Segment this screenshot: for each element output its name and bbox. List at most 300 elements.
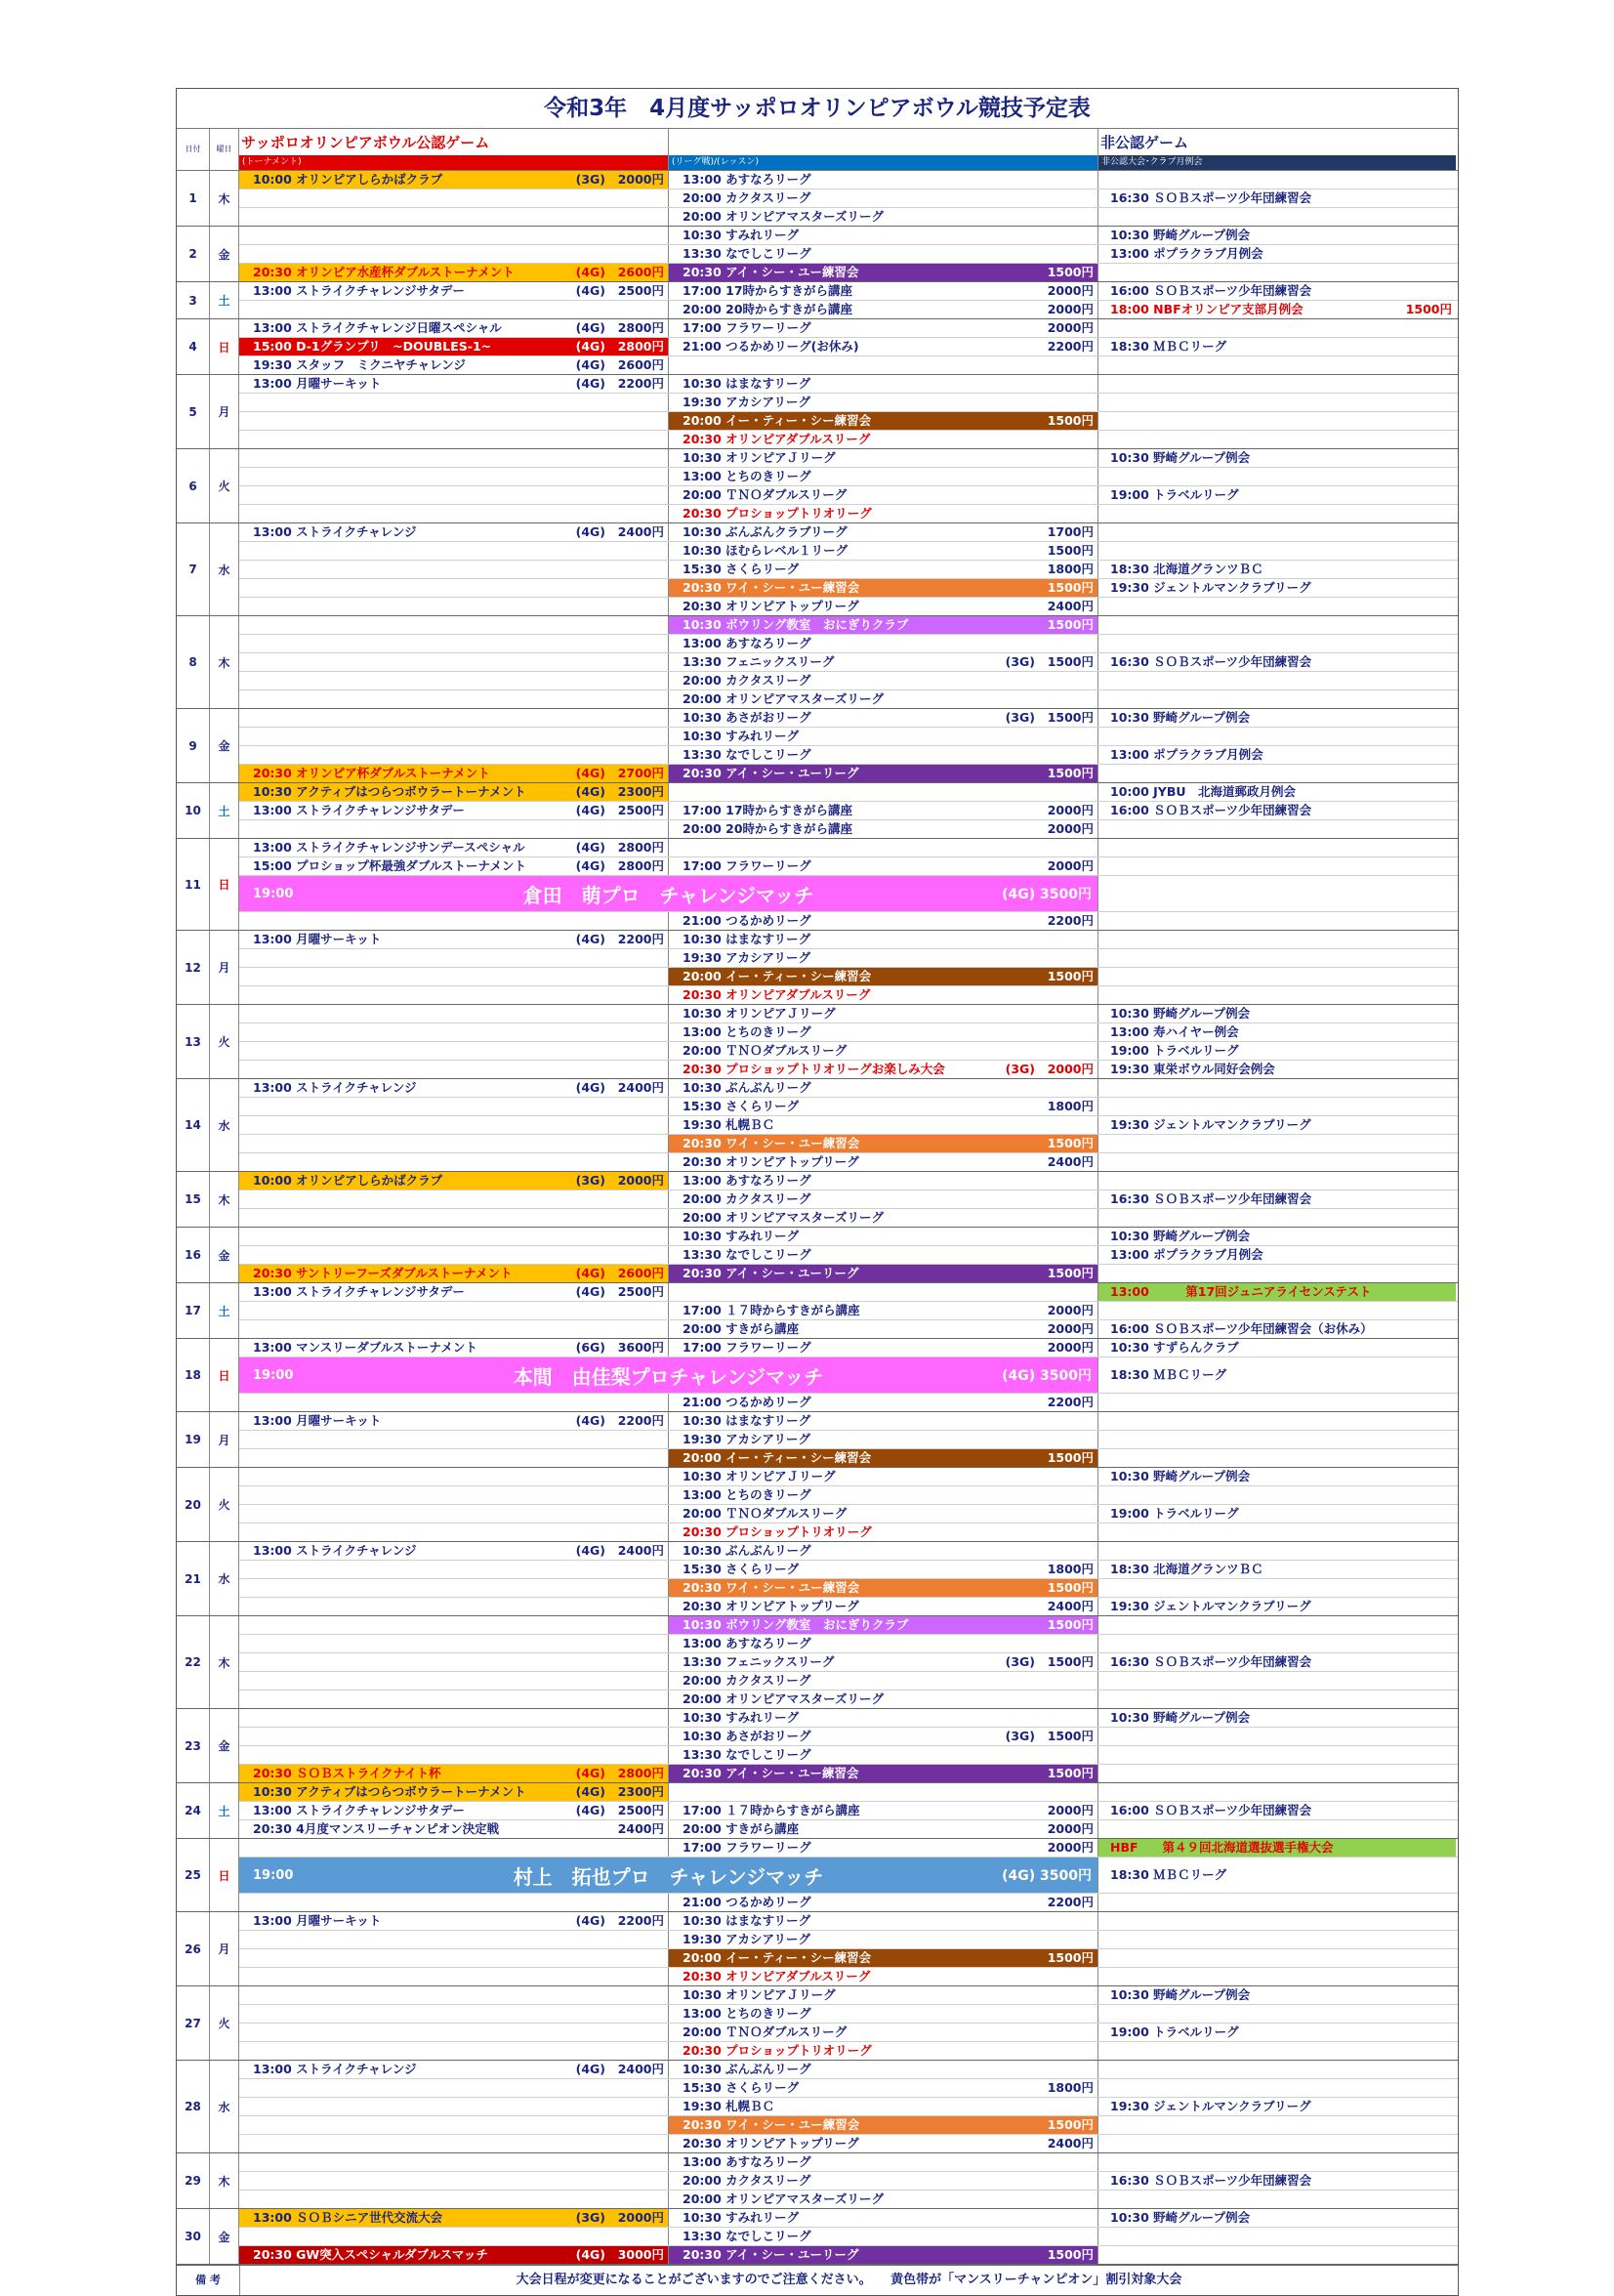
league-cell: [669, 523, 1098, 541]
non-certified-cell: [1098, 338, 1456, 355]
non-certified-cell: [1098, 2024, 1456, 2041]
event-price: 1800円: [1047, 1562, 1094, 1576]
non-certified-cell: [1098, 986, 1456, 1004]
game-count: (4G): [575, 1543, 605, 1558]
non-certified-cell: [1098, 1505, 1456, 1523]
event-name: 10:30 野崎グループ例会: [1110, 1229, 1251, 1243]
non-certified-cell: [1098, 1635, 1456, 1652]
tournament-cell: [239, 2246, 669, 2264]
non-certified-cell: [1098, 931, 1456, 948]
day-number: 27: [177, 1986, 210, 2060]
slot-row: [239, 1783, 1458, 1802]
event-name: 13:00 ポプラクラブ月例会: [1110, 747, 1263, 762]
slot-row: [239, 635, 1458, 653]
league-cell: [669, 1746, 1098, 1764]
event-price: 2400円: [617, 1821, 664, 1836]
non-certified-cell: [1098, 1542, 1456, 1560]
slot-row: [239, 282, 1458, 301]
tournament-cell: [239, 672, 669, 689]
slot-row: [239, 986, 1458, 1004]
tournament-cell: [239, 282, 669, 300]
non-certified-cell: [1098, 449, 1456, 467]
non-certified-cell: [1098, 1579, 1456, 1597]
day-row: [177, 227, 1458, 282]
tournament-cell: [239, 338, 669, 355]
day-row: [177, 1412, 1458, 1468]
league-cell: [669, 2061, 1098, 2078]
slot-row: [239, 1209, 1458, 1227]
event-name: 20:30 アイ・シー・ユーリーグ: [683, 1266, 859, 1280]
tournament-cell: [239, 319, 669, 337]
tournament-cell: [239, 1616, 669, 1634]
slot-row: [239, 264, 1458, 281]
event-price: 2500円: [617, 803, 664, 817]
event-price: 1500円: [1047, 413, 1094, 428]
game-count: (4G): [575, 1266, 605, 1280]
non-certified-cell: [1098, 2246, 1456, 2264]
match-title: 本間 由佳梨プロチャレンジマッチ: [513, 1364, 824, 1389]
day-row: [177, 1005, 1458, 1079]
tournament-cell: [239, 746, 669, 764]
event-name: 20:00 イー・ティー・シー練習会: [683, 969, 872, 983]
event-name: 20:30 アイ・シー・ユー練習会: [683, 1766, 859, 1780]
weekday: 土: [210, 282, 239, 318]
tournament-cell: [239, 1598, 669, 1615]
match-time: 19:00: [253, 1367, 294, 1383]
non-certified-cell: [1098, 356, 1456, 374]
event-name: 20:00 ＴＮＯダブルスリーグ: [683, 1043, 848, 1058]
event-price: 2000円: [1047, 821, 1094, 836]
tournament-cell: [239, 561, 669, 578]
event-name: 13:00 あすなろリーグ: [683, 1173, 811, 1188]
league-cell: [669, 802, 1098, 819]
event-name: 20:00 オリンピアマスターズリーグ: [683, 2192, 885, 2206]
event-name: 10:30 あさがおリーグ: [683, 710, 811, 725]
event-name: 10:30 野崎グループ例会: [1110, 1987, 1251, 2002]
remarks-label: 備 考: [177, 2266, 240, 2295]
league-cell: [669, 598, 1098, 615]
slot-row: [239, 2116, 1458, 2135]
slot-row: [239, 1061, 1458, 1078]
event-price: 2800円: [617, 320, 664, 335]
non-certified-cell: [1098, 672, 1456, 689]
slot-row: [239, 1190, 1458, 1209]
event-name: 17:00 フラワーリーグ: [683, 320, 811, 335]
slot-row: [239, 1653, 1458, 1672]
event-price: 1500円: [1047, 710, 1094, 725]
event-name: 19:30 アカシアリーグ: [683, 395, 811, 409]
day-slots: [239, 1986, 1458, 2060]
league-cell: [669, 394, 1098, 411]
page-title: 令和3年 4月度サッポロオリンピアボウル競技予定表: [177, 89, 1458, 129]
non-certified-cell: [1098, 189, 1456, 207]
league-cell: [669, 1468, 1098, 1485]
event-name: 10:00 JYBU 北海道郵政月例会: [1110, 784, 1297, 799]
league-cell: [669, 561, 1098, 578]
day-slots: [239, 1709, 1458, 1782]
non-certified-cell: [1098, 968, 1456, 985]
non-certified-cell: [1098, 635, 1456, 652]
tournament-cell: [239, 449, 669, 467]
event-price: 1800円: [1047, 562, 1094, 576]
event-name: 20:00 オリンピアマスターズリーグ: [683, 209, 885, 224]
non-certified-cell: [1098, 1209, 1456, 1227]
league-label: (リーグ戦)/(レッスン): [669, 155, 1097, 170]
event-name: 19:30 東栄ボウル同好会例会: [1110, 1062, 1275, 1076]
league-cell: [669, 1524, 1098, 1541]
slot-row: [239, 1116, 1458, 1135]
tournament-cell: [239, 245, 669, 263]
tournament-cell: [239, 1524, 669, 1541]
event-name: 13:00 とちのきリーグ: [683, 1024, 811, 1039]
non-certified-column-header: [1098, 129, 1456, 170]
slot-row: [239, 1098, 1458, 1116]
slot-row: [239, 1616, 1458, 1635]
slot-row: [239, 709, 1458, 728]
slot-row: [239, 1394, 1458, 1411]
event-name: 20:00 20時からすきがら講座: [683, 302, 853, 316]
league-cell: [669, 1172, 1098, 1190]
event-price: 2000円: [1047, 1340, 1094, 1355]
slot-row: [239, 412, 1458, 431]
weekday: 日: [210, 319, 239, 374]
day-number: 23: [177, 1709, 210, 1782]
league-cell: [669, 931, 1098, 948]
tournament-cell: [239, 1728, 669, 1745]
day-slots: [239, 1172, 1458, 1227]
league-cell: [669, 2005, 1098, 2023]
non-certified-cell: [1098, 2079, 1456, 2097]
tournament-cell: [239, 1449, 669, 1467]
tournament-cell: [239, 1209, 669, 1227]
tournament-cell: [239, 486, 669, 504]
tournament-cell: [239, 1061, 669, 1078]
slot-row: [239, 375, 1458, 394]
slot-row: [239, 1894, 1458, 1911]
tournament-cell: [239, 1042, 669, 1060]
non-certified-cell: [1098, 1653, 1456, 1671]
event-price: 1700円: [1047, 524, 1094, 539]
day-row: [177, 2209, 1458, 2265]
slot-row: [239, 1320, 1458, 1338]
non-certified-cell: [1098, 1949, 1456, 1967]
challenge-match-banner: [239, 876, 1098, 911]
event-name: 13:00 あすなろリーグ: [683, 2154, 811, 2169]
non-certified-cell: [1098, 949, 1456, 967]
tournament-cell: [239, 1098, 669, 1115]
day-row: [177, 523, 1458, 616]
event-name: 10:30 アクティブはつらつボウラートーナメント: [253, 1784, 526, 1799]
non-certified-cell: [1098, 245, 1456, 263]
league-cell: [669, 2116, 1098, 2134]
tournament-cell: [239, 227, 669, 244]
event-price: 1800円: [1047, 1099, 1094, 1113]
event-name: 17:00 １７時からすきがら講座: [683, 1303, 860, 1317]
non-certified-cell: [1098, 505, 1456, 522]
event-name: 20:00 カクタスリーグ: [683, 1673, 811, 1688]
non-certified-cell: [1098, 227, 1456, 244]
day-row: [177, 1283, 1458, 1339]
slot-row: [239, 857, 1458, 876]
event-name: 20:30 アイ・シー・ユー練習会: [683, 265, 859, 279]
event-name: 20:30 4月度マンスリーチャンピオン決定戦: [253, 1821, 500, 1836]
event-name: 20:00 20時からすきがら講座: [683, 821, 853, 836]
slot-row: [239, 394, 1458, 412]
tournament-cell: [239, 1839, 669, 1857]
league-cell: [669, 1412, 1098, 1430]
event-price: 1500円: [1047, 1580, 1094, 1595]
event-price: 1500円: [1047, 2117, 1094, 2132]
non-certified-cell: [1098, 431, 1456, 448]
league-cell: [669, 1394, 1098, 1411]
slot-row: [239, 968, 1458, 986]
event-name: 18:30 ＭＢＣリーグ: [1110, 339, 1227, 354]
tournament-cell: [239, 783, 669, 801]
tournament-cell: [239, 171, 669, 188]
slot-row: [239, 1153, 1458, 1171]
tournament-cell: [239, 2079, 669, 2097]
event-name: 10:30 オリンピアＪリーグ: [683, 1469, 836, 1483]
non-certified-cell: [1098, 1042, 1456, 1060]
slot-row: [239, 1709, 1458, 1728]
event-name: 13:30 なでしこリーグ: [683, 2229, 811, 2243]
event-name: 13:00 ストライクチャレンジ: [253, 1543, 417, 1558]
weekday: 木: [210, 171, 239, 226]
tournament-cell: [239, 1949, 669, 1967]
event-name: 13:00 あすなろリーグ: [683, 172, 811, 187]
league-cell: [669, 1153, 1098, 1171]
event-name: 20:00 カクタスリーグ: [683, 2173, 811, 2188]
event-name: 10:30 はまなすリーグ: [683, 1413, 811, 1428]
event-price: 1500円: [1405, 302, 1452, 316]
event-name: 20:30 サントリーフーズダブルストーナメント: [253, 1266, 513, 1280]
tournament-cell: [239, 1931, 669, 1948]
tournament-cell: [239, 690, 669, 708]
tournament-cell: [239, 1172, 669, 1190]
slot-row: [239, 1135, 1458, 1153]
league-cell: [669, 1579, 1098, 1597]
non-certified-cell: [1098, 1265, 1456, 1282]
event-name: 13:00 ストライクチャレンジサタデー: [253, 1803, 465, 1817]
event-name: 20:30 ワイ・シー・ユー練習会: [683, 1136, 860, 1150]
non-certified-cell: [1098, 1153, 1456, 1171]
game-count: (4G): [575, 376, 605, 391]
weekday: 金: [210, 2209, 239, 2264]
event-name: 15:00 プロショップ杯最強ダブルストーナメント: [253, 858, 527, 873]
day-slots: [239, 2061, 1458, 2152]
non-certified-cell: [1098, 857, 1456, 875]
event-price: 2200円: [617, 1413, 664, 1428]
day-slots: [239, 1339, 1458, 1411]
table-header: [177, 129, 1458, 171]
league-cell: [669, 1616, 1098, 1634]
event-name: 20:00 すきがら講座: [683, 1321, 800, 1336]
event-name: 10:30 野崎グループ例会: [1110, 228, 1251, 242]
slot-row: [239, 1412, 1458, 1431]
league-cell: [669, 1542, 1098, 1560]
slot-row: [239, 1431, 1458, 1449]
event-name: 10:30 はまなすリーグ: [683, 932, 811, 946]
league-cell: [669, 783, 1098, 801]
slot-row: [239, 245, 1458, 264]
league-cell: [669, 1839, 1098, 1857]
event-name: 10:30 ボウリング教室 おにぎりクラブ: [683, 1617, 909, 1632]
tournament-cell: [239, 1894, 669, 1911]
event-name: 13:00 ポプラクラブ月例会: [1110, 1247, 1263, 1262]
tournament-cell: [239, 1542, 669, 1560]
slot-row: [239, 1265, 1458, 1282]
event-name: 20:30 オリンピアダブルスリーグ: [683, 987, 871, 1002]
non-certified-cell: [1098, 208, 1456, 226]
weekday: 土: [210, 1783, 239, 1838]
event-name: 16:30 ＳＯＢスポーツ少年団練習会: [1110, 654, 1312, 669]
day-slots: [239, 931, 1458, 1004]
non-certified-cell: [1098, 1858, 1456, 1893]
event-name: 16:30 ＳＯＢスポーツ少年団練習会: [1110, 1191, 1312, 1206]
day-slots: [239, 1542, 1458, 1615]
non-certified-cell: [1098, 1691, 1456, 1708]
event-price: 1500円: [1047, 766, 1094, 780]
non-certified-cell: [1098, 709, 1456, 727]
day-number: 11: [177, 839, 210, 930]
event-name: 15:30 さくらリーグ: [683, 2080, 800, 2095]
slot-row: [239, 1691, 1458, 1708]
event-name: 13:30 フェニックスリーグ: [683, 1654, 835, 1669]
weekday: 火: [210, 1986, 239, 2060]
slot-row: [239, 189, 1458, 208]
league-cell: [669, 468, 1098, 485]
non-certified-cell: [1098, 412, 1456, 430]
league-cell: [669, 1005, 1098, 1023]
event-name: 20:00 すきがら講座: [683, 1821, 800, 1836]
event-name: 13:00 ストライクチャレンジ: [253, 1080, 417, 1095]
event-name: 10:30 オリンピアＪリーグ: [683, 450, 836, 465]
slot-row: [239, 931, 1458, 949]
day-number: 7: [177, 523, 210, 615]
event-name: 20:30 オリンピアトップリーグ: [683, 1599, 859, 1613]
tournament-cell: [239, 2061, 669, 2078]
match-title: 村上 拓也プロ チャレンジマッチ: [513, 1864, 824, 1889]
non-certified-cell: [1098, 1672, 1456, 1690]
event-price: 2200円: [1047, 913, 1094, 928]
league-cell: [669, 1190, 1098, 1208]
non-certified-cell: [1098, 1783, 1456, 1801]
event-name: 20:30 プロショップトリオリーグ: [683, 506, 872, 521]
event-price: 2300円: [617, 1784, 664, 1799]
remarks-note: 大会日程が変更になることがございますのでご注意ください。 黄色帯が「マンスリーチャンピオン」割引対象大会: [516, 2273, 1182, 2287]
event-name: 20:30 ＳＯＢストライクナイト杯: [253, 1766, 441, 1780]
event-price: 2500円: [617, 283, 664, 298]
non-certified-cell: [1098, 839, 1456, 856]
tournament-cell: [239, 1986, 669, 2004]
day-number: 17: [177, 1283, 210, 1338]
league-cell: [669, 449, 1098, 467]
league-cell: [669, 746, 1098, 764]
tournament-cell: [239, 2135, 669, 2152]
event-price: 2600円: [617, 1266, 664, 1280]
slot-row: [239, 1339, 1458, 1357]
slot-row: [239, 338, 1458, 356]
league-cell: [669, 542, 1098, 560]
slot-row: [239, 449, 1458, 468]
day-number: 9: [177, 709, 210, 782]
slot-row: [239, 598, 1458, 615]
tournament-cell: [239, 264, 669, 281]
event-price: 1500円: [1047, 543, 1094, 558]
day-slots: [239, 1079, 1458, 1171]
day-number: 21: [177, 1542, 210, 1615]
tournament-cell: [239, 1023, 669, 1041]
slot-row: [239, 2024, 1458, 2042]
day-row: [177, 282, 1458, 319]
event-name: 10:30 ぶんぶんクラブリーグ: [683, 524, 848, 539]
non-certified-cell: [1098, 2153, 1456, 2171]
non-certified-cell: [1098, 1931, 1456, 1948]
event-price: 1500円: [1047, 1450, 1094, 1465]
league-cell: [669, 1246, 1098, 1264]
event-name: 20:30 アイ・シー・ユーリーグ: [683, 766, 859, 780]
day-row: [177, 1172, 1458, 1228]
match-time: 19:00: [253, 886, 294, 901]
tournament-cell: [239, 579, 669, 597]
day-row: [177, 1228, 1458, 1283]
game-count: (3G): [1005, 1654, 1035, 1669]
weekday: 月: [210, 375, 239, 448]
slot-row: [239, 579, 1458, 598]
tournament-cell: [239, 1228, 669, 1245]
game-count: (4G): [575, 1913, 605, 1928]
slot-row: [239, 1968, 1458, 1985]
league-cell: [669, 412, 1098, 430]
league-cell: [669, 431, 1098, 448]
day-number: 3: [177, 282, 210, 318]
league-cell: [669, 2024, 1098, 2041]
non-certified-cell: [1098, 1431, 1456, 1448]
event-name: 20:00 カクタスリーグ: [683, 673, 811, 688]
slot-row: [239, 319, 1458, 338]
day-row: [177, 1912, 1458, 1986]
slot-row: [239, 876, 1458, 912]
tournament-cell: [239, 1561, 669, 1578]
event-name: 19:30 ジェントルマンクラブリーグ: [1110, 1599, 1311, 1613]
event-price: 1500円: [1047, 1617, 1094, 1632]
day-row: [177, 616, 1458, 709]
event-price: 1500円: [1047, 1950, 1094, 1965]
event-name: 19:30 アカシアリーグ: [683, 950, 811, 965]
event-price: 2000円: [1047, 1303, 1094, 1317]
tournament-cell: [239, 375, 669, 393]
tournament-cell: [239, 820, 669, 838]
non-certified-cell: [1098, 1135, 1456, 1152]
slot-row: [239, 1802, 1458, 1820]
league-cell: [669, 1894, 1098, 1911]
event-price: 2800円: [617, 840, 664, 855]
non-certified-cell: [1098, 1302, 1456, 1319]
schedule-sheet: [176, 88, 1459, 2296]
tournament-cell: [239, 189, 669, 207]
non-certified-cell: [1098, 319, 1456, 337]
tournament-cell: [239, 1431, 669, 1448]
non-certified-cell: [1098, 746, 1456, 764]
day-number: 14: [177, 1079, 210, 1171]
tournament-cell: [239, 912, 669, 930]
league-cell: [669, 1116, 1098, 1134]
league-cell: [669, 968, 1098, 985]
game-count: (3G): [1005, 1729, 1035, 1743]
slot-row: [239, 1246, 1458, 1265]
event-price: 2400円: [617, 1080, 664, 1095]
league-cell: [669, 2209, 1098, 2227]
